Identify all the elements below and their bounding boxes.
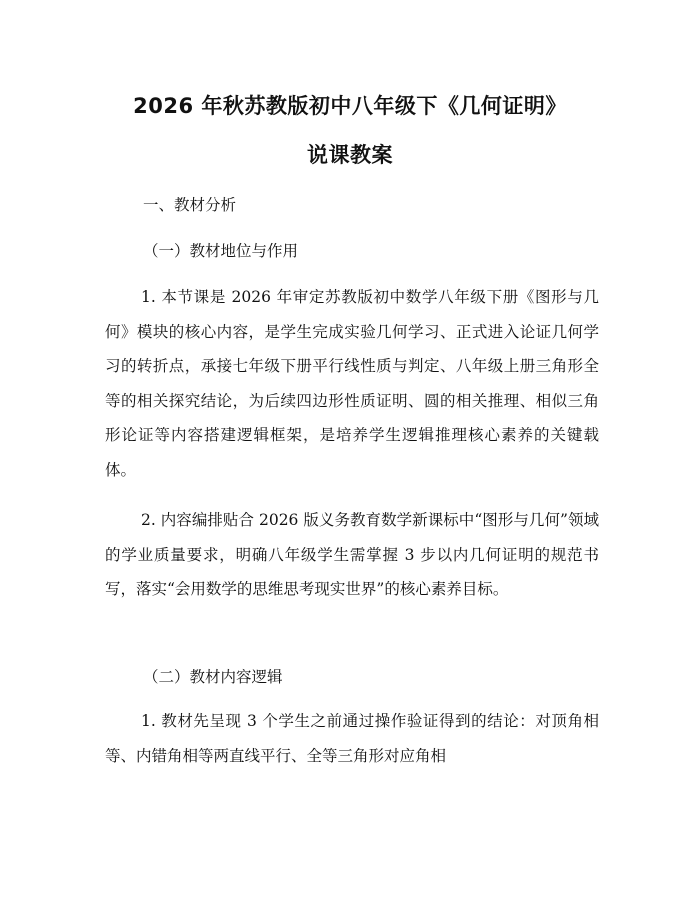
section-heading-textbook-analysis: 一、教材分析 <box>143 196 237 214</box>
document-title-line2: 说课教案 <box>307 143 393 167</box>
subsection-heading-status-and-role: （一）教材地位与作用 <box>143 242 299 260</box>
paragraph-3: 1. 教材先呈现 3 个学生之前通过操作验证得到的结论：对顶角相等、内错角相等两直线平行、全等三角形对应角相 <box>105 712 599 765</box>
document-title-line1: 2026 年秋苏教版初中八年级下《几何证明》 <box>133 94 567 118</box>
paragraph-2: 2. 内容编排贴合 2026 版义务教育数学新课标中“图形与几何”领域的学业质量要求，明确八年级学生需掌握 3 步以内几何证明的规范书写，落实“会用数学的思维思考现实世界”的核心素养目标。 <box>105 511 599 598</box>
paragraph-1: 1. 本节课是 2026 年审定苏教版初中数学八年级下册《图形与几何》模块的核心内容，是学生完成实验几何学习、正式进入论证几何学习的转折点，承接七年级下册平行线性质与判定、八年级上册三角形全等的相关探究结论，为后续四边形性质证明、圆的相关推理、相似三角形论证等内容搭建逻辑框架，是培养学生逻辑推理核心素养的关键载体。 <box>105 288 599 479</box>
subsection-heading-content-logic: （二）教材内容逻辑 <box>143 668 283 686</box>
